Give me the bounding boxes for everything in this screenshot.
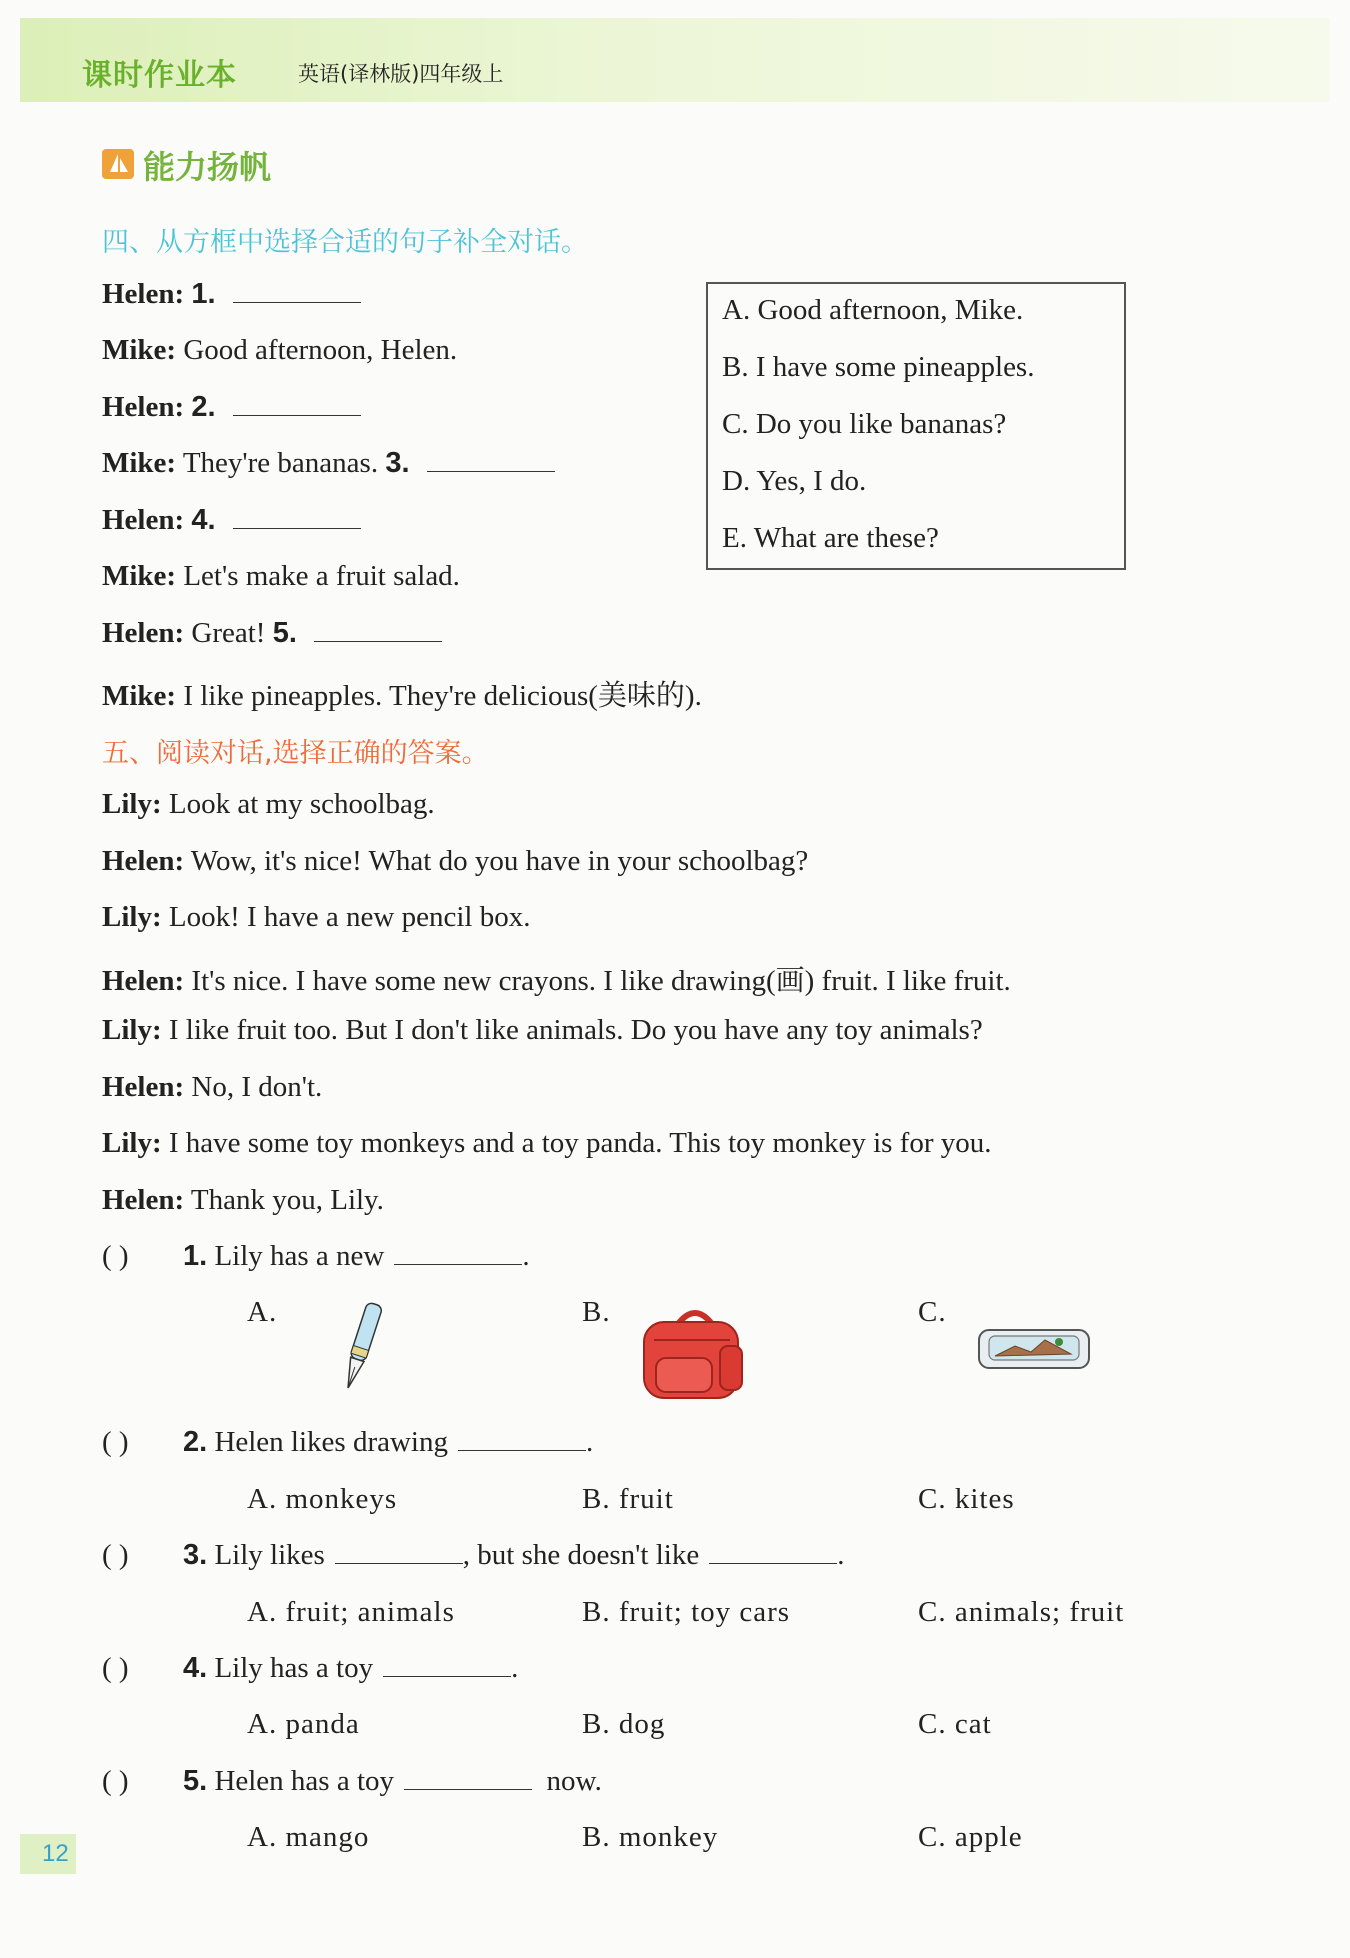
question-prompt: Lily has a new bbox=[214, 1240, 385, 1272]
choice-a[interactable]: A. fruit; animals bbox=[247, 1596, 455, 1628]
page-number: 12 bbox=[20, 1834, 76, 1874]
answer-blank[interactable] bbox=[233, 506, 361, 529]
dialogue-line bbox=[102, 334, 457, 367]
choice-b[interactable]: B. fruit; toy cars bbox=[582, 1596, 791, 1628]
brand-title: 课时作业本 bbox=[82, 58, 237, 93]
option-b: B. I have some pineapples. bbox=[722, 351, 1035, 383]
dialogue-line bbox=[102, 391, 361, 424]
question-prompt: Helen likes drawing bbox=[214, 1426, 448, 1458]
question-number: 2. bbox=[183, 1426, 208, 1458]
speaker: Helen: bbox=[102, 617, 185, 649]
answer-blank[interactable] bbox=[394, 1242, 522, 1265]
blank-number: 1. bbox=[191, 278, 216, 310]
question-prompt: Helen has a toy bbox=[214, 1765, 395, 1797]
question-text bbox=[183, 1652, 518, 1685]
dialogue-text: Wow, it's nice! What do you have in your schoolbag? bbox=[190, 845, 809, 877]
question-end: now. bbox=[546, 1765, 602, 1797]
sail-icon bbox=[101, 148, 135, 180]
fountain-pen-picture bbox=[335, 1298, 387, 1398]
dialogue-text: Look! I have a new pencil box. bbox=[168, 901, 531, 933]
question-number: 5. bbox=[183, 1765, 208, 1797]
answer-blank[interactable] bbox=[383, 1654, 511, 1677]
option-a: A. Good afternoon, Mike. bbox=[722, 294, 1024, 326]
dialogue-text: Good afternoon, Helen. bbox=[183, 334, 458, 366]
choice-c[interactable]: C. apple bbox=[918, 1821, 1023, 1853]
book-subtitle: 英语(译林版)四年级上 bbox=[298, 62, 504, 86]
choice-a[interactable]: A. panda bbox=[247, 1708, 360, 1740]
answer-parentheses[interactable]: ( ) bbox=[102, 1765, 129, 1797]
dialogue-line bbox=[102, 504, 361, 537]
answer-blank[interactable] bbox=[233, 280, 361, 303]
choice-b[interactable]: B. bbox=[582, 1296, 611, 1328]
blank-number: 5. bbox=[272, 617, 297, 649]
question-end: . bbox=[837, 1539, 845, 1571]
speaker: Lily: bbox=[102, 901, 162, 933]
dialogue-text: They're bananas. bbox=[182, 447, 379, 479]
speaker: Helen: bbox=[102, 391, 185, 423]
choice-a[interactable]: A. bbox=[247, 1296, 278, 1328]
question-text bbox=[183, 1426, 593, 1459]
question-end: . bbox=[522, 1240, 530, 1272]
dialogue-line bbox=[102, 278, 361, 311]
dialogue-line bbox=[102, 958, 1011, 999]
dialogue-line bbox=[102, 617, 442, 650]
question-number: 3. bbox=[183, 1539, 208, 1571]
choice-c[interactable]: C. animals; fruit bbox=[918, 1596, 1125, 1628]
question-text bbox=[183, 1240, 530, 1273]
part4-title: 四、从方框中选择合适的句子补全对话。 bbox=[102, 227, 588, 258]
question-text bbox=[183, 1765, 602, 1798]
dialogue-line bbox=[102, 560, 460, 593]
question-number: 4. bbox=[183, 1652, 208, 1684]
speaker: Helen: bbox=[102, 1071, 185, 1103]
blank-number: 2. bbox=[191, 391, 216, 423]
speaker: Lily: bbox=[102, 1127, 162, 1159]
dialogue-text: Great! bbox=[191, 617, 266, 649]
question-end: . bbox=[585, 1426, 594, 1458]
question-end: . bbox=[511, 1652, 519, 1684]
speaker: Mike: bbox=[102, 680, 177, 712]
question-number: 1. bbox=[183, 1240, 208, 1272]
question-text bbox=[183, 1539, 844, 1572]
blank-number: 4. bbox=[191, 504, 216, 536]
answer-blank[interactable] bbox=[335, 1541, 463, 1564]
dialogue-text: Thank you, Lily. bbox=[190, 1184, 384, 1216]
dialogue-text: I like fruit too. But I don't like animals. Do you have any toy animals? bbox=[168, 1014, 983, 1046]
dialogue-line bbox=[102, 845, 808, 878]
dialogue-line bbox=[102, 901, 530, 934]
dialogue-text: I have some toy monkeys and a toy panda. This toy monkey is for you. bbox=[168, 1127, 992, 1159]
answer-blank[interactable] bbox=[458, 1428, 586, 1451]
speaker: Helen: bbox=[102, 965, 185, 997]
dialogue-text: Look at my schoolbag. bbox=[168, 788, 435, 820]
choice-a[interactable]: A. monkeys bbox=[247, 1483, 398, 1515]
question-prompt: Lily likes bbox=[214, 1539, 325, 1571]
answer-parentheses[interactable]: ( ) bbox=[102, 1539, 129, 1571]
blank-number: 3. bbox=[385, 447, 410, 479]
speaker: Lily: bbox=[102, 788, 162, 820]
dialogue-line bbox=[102, 1127, 991, 1160]
dialogue-line bbox=[102, 1184, 384, 1217]
question-middle: , but she doesn't like bbox=[462, 1539, 700, 1571]
speaker: Helen: bbox=[102, 278, 185, 310]
choice-c[interactable]: C. kites bbox=[918, 1483, 1015, 1515]
answer-parentheses[interactable]: ( ) bbox=[102, 1426, 129, 1458]
speaker: Helen: bbox=[102, 504, 185, 536]
speaker: Mike: bbox=[102, 447, 177, 479]
option-e: E. What are these? bbox=[722, 522, 939, 554]
part5-title: 五、阅读对话,选择正确的答案。 bbox=[102, 738, 489, 769]
question-prompt: Lily has a toy bbox=[214, 1652, 374, 1684]
pencil-box-picture bbox=[975, 1324, 1095, 1374]
speaker: Mike: bbox=[102, 334, 177, 366]
dialogue-line bbox=[102, 788, 435, 821]
choice-b[interactable]: B. fruit bbox=[582, 1483, 674, 1515]
option-d: D. Yes, I do. bbox=[722, 465, 867, 497]
speaker: Mike: bbox=[102, 560, 177, 592]
choice-b[interactable]: B. dog bbox=[582, 1708, 666, 1740]
dialogue-line bbox=[102, 1014, 983, 1047]
dialogue-text: No, I don't. bbox=[191, 1071, 323, 1103]
answer-blank[interactable] bbox=[314, 619, 442, 642]
dialogue-text: I like pineapples. They're delicious(美味的). bbox=[183, 680, 702, 712]
choice-c[interactable]: C. cat bbox=[918, 1708, 992, 1740]
speaker: Helen: bbox=[102, 1184, 185, 1216]
answer-blank[interactable] bbox=[404, 1767, 532, 1790]
choice-c[interactable]: C. bbox=[918, 1296, 947, 1328]
dialogue-line bbox=[102, 673, 702, 714]
dialogue-line bbox=[102, 1071, 322, 1104]
schoolbag-picture bbox=[640, 1302, 750, 1402]
dialogue-line bbox=[102, 447, 555, 480]
answer-blank[interactable] bbox=[233, 393, 361, 416]
options-box bbox=[706, 282, 1126, 570]
speaker: Helen: bbox=[102, 845, 185, 877]
speaker: Lily: bbox=[102, 1014, 162, 1046]
answer-parentheses[interactable]: ( ) bbox=[102, 1652, 129, 1684]
dialogue-text: It's nice. I have some new crayons. I like drawing(画) fruit. I like fruit. bbox=[191, 965, 1011, 997]
answer-parentheses[interactable]: ( ) bbox=[102, 1240, 129, 1272]
dialogue-text: Let's make a fruit salad. bbox=[183, 560, 460, 592]
answer-blank[interactable] bbox=[709, 1541, 837, 1564]
option-c: C. Do you like bananas? bbox=[722, 408, 1007, 440]
section-title: 能力扬帆 bbox=[143, 148, 272, 186]
choice-b[interactable]: B. monkey bbox=[582, 1821, 719, 1853]
choice-a[interactable]: A. mango bbox=[247, 1821, 370, 1853]
answer-blank[interactable] bbox=[427, 449, 555, 472]
